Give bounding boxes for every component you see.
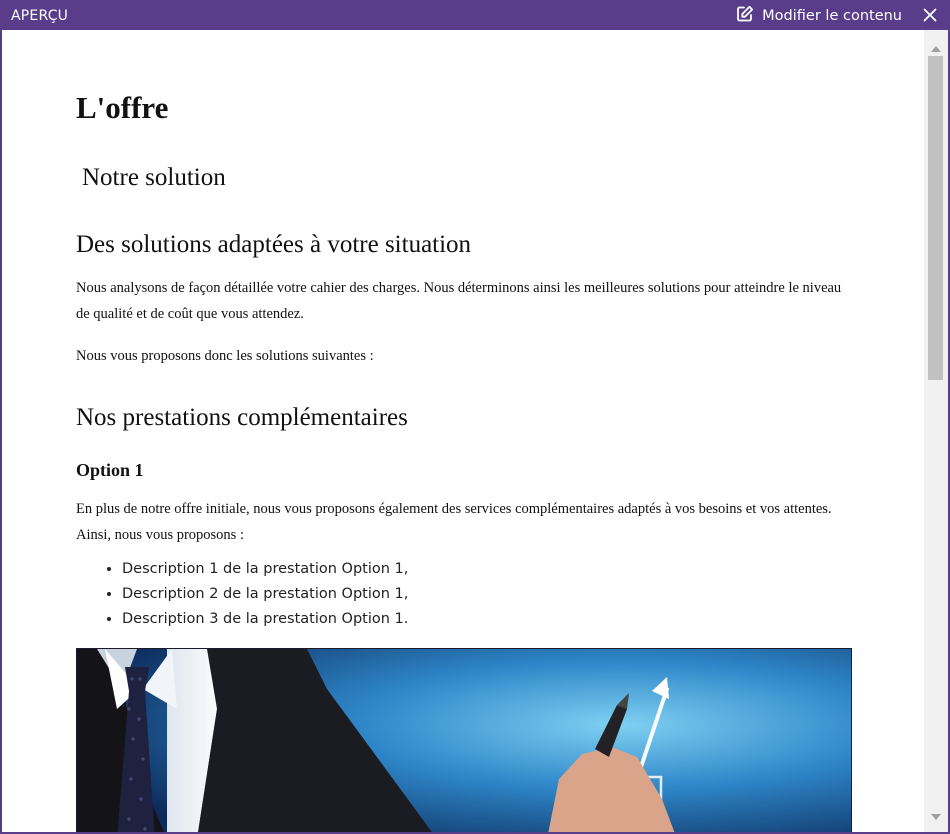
scroll-up-icon[interactable] — [931, 46, 941, 52]
option-bullet-list — [122, 557, 408, 632]
section-heading-solutions: Des solutions adaptées à votre situation — [76, 231, 472, 258]
edit-content-button[interactable] — [736, 5, 916, 27]
document-title: L'offre — [76, 90, 169, 125]
option-paragraph: En plus de notre offre initiale, nous vous proposons également des services complémentaires adaptés à vos besoins et vos attentes. Ainsi, nous vous proposons : — [76, 501, 832, 543]
document-subtitle: Notre solution — [82, 164, 226, 191]
document-scroll-area[interactable] — [2, 30, 948, 832]
section-heading-complementary: Nos prestations complémentaires — [76, 404, 408, 431]
businessman-growth-chart-image — [76, 648, 852, 832]
list-item: • Description 1 de la prestation Option 1, — [122, 557, 408, 582]
title-bar — [2, 2, 948, 30]
window-title: APERÇU — [11, 8, 69, 24]
scroll-down-icon[interactable] — [931, 814, 941, 820]
list-item: • Description 2 de la prestation Option 1, — [122, 582, 408, 607]
title-bar-actions — [736, 2, 948, 30]
close-icon — [923, 7, 937, 26]
close-button[interactable] — [916, 2, 944, 30]
edit-content-label: Modifier le contenu — [762, 8, 902, 24]
vertical-scrollbar[interactable] — [924, 30, 948, 832]
solutions-paragraph-1: Nous analysons de façon détaillée votre cahier des charges. Nous déterminons ainsi les meilleures solutions pour atteindre le niveau de qualité et de coût que vous attendez. — [76, 280, 842, 322]
list-item: • Description 3 de la prestation Option 1. — [122, 607, 408, 632]
solutions-paragraph-2: Nous vous proposons donc les solutions suivantes : — [76, 348, 374, 364]
scrollbar-thumb[interactable] — [928, 56, 943, 380]
edit-icon — [736, 5, 754, 27]
option-title: Option 1 — [76, 460, 144, 480]
